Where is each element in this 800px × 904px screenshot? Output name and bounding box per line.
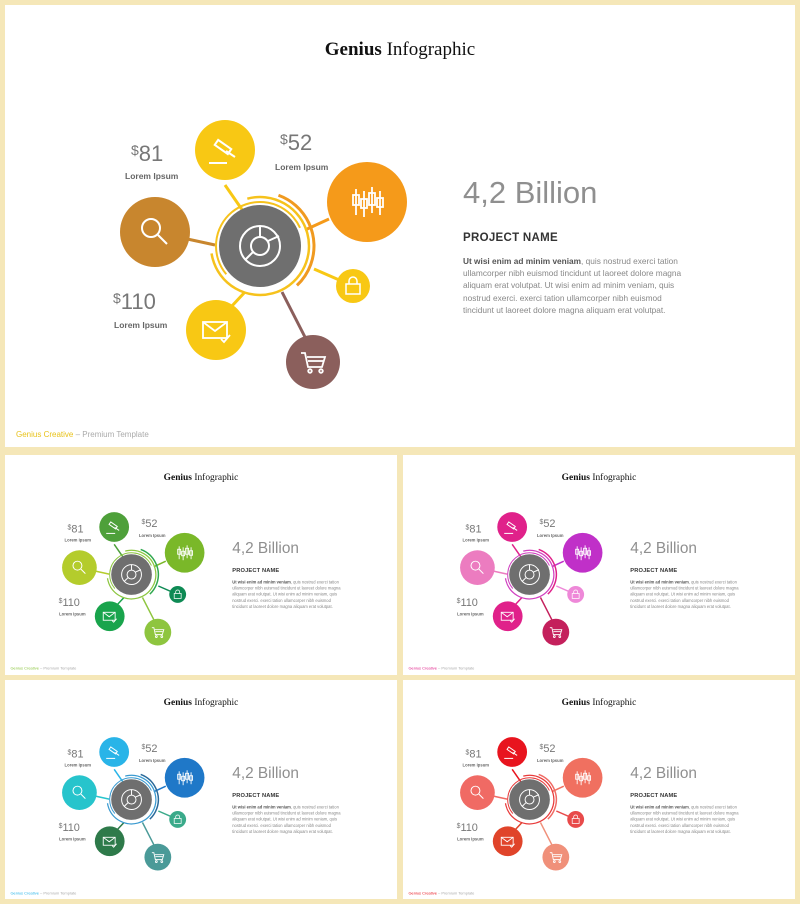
node-gavel (497, 737, 527, 767)
amount-label: Lorem Ipsum (59, 836, 86, 842)
title-rest: Infographic (191, 471, 239, 483)
currency-symbol: $ (67, 522, 72, 531)
currency-symbol: $ (465, 747, 470, 756)
footer (16, 430, 149, 439)
footer-brand: Genius Creative (408, 890, 437, 896)
amount-label: Lorem Ipsum (125, 171, 179, 181)
amount-label: Lorem Ipsum (114, 320, 168, 330)
amount-label: Lorem Ipsum (457, 836, 484, 842)
currency-symbol: $ (456, 821, 461, 830)
currency-symbol: $ (456, 596, 461, 605)
big-number: 4,2 Billion (630, 764, 697, 782)
slide-main[interactable] (5, 5, 795, 447)
footer (408, 891, 474, 895)
amount-label: Lorem Ipsum (536, 532, 564, 538)
node-gavel (497, 512, 527, 542)
amount-52 (280, 130, 312, 156)
node-gavel (99, 737, 129, 767)
big-number: 4,2 Billion (463, 175, 598, 210)
project-description (232, 804, 346, 834)
description-lead: Ut wisi enim ad minim veniam (232, 579, 291, 585)
footer-brand: Genius Creative (10, 665, 39, 671)
amount-value: 81 (138, 141, 164, 166)
infographic-diagram (403, 455, 795, 674)
amount-value: 81 (71, 747, 84, 760)
center-disc (111, 554, 152, 595)
currency-symbol: $ (539, 517, 544, 526)
amount-label: Lorem Ipsum (462, 762, 490, 768)
center-disc (509, 554, 550, 595)
slide-content (5, 5, 795, 447)
slide-content (5, 680, 397, 899)
center-disc (111, 779, 152, 820)
amount-label: Lorem Ipsum (64, 537, 92, 543)
infographic-diagram (5, 5, 795, 447)
currency-symbol: $ (67, 747, 72, 756)
amount-110 (113, 289, 156, 315)
footer (10, 891, 76, 895)
description-rest: , quis nostrud exerci tation ullamcorper nibh euismod tincidunt ut laoreet dolore magna aliquam erat volutpat. Ut wisi enim ad minim veniam, quis nostrud exerci. exerci tation ullamcorper nibh euismod tincidunt ut laoreet dolore magna aliquam erat volutpat. (232, 579, 341, 609)
project-name: PROJECT NAME (232, 567, 280, 574)
connector-cart (540, 822, 552, 846)
footer (10, 666, 76, 670)
project-name: PROJECT NAME (630, 792, 678, 799)
project-description (232, 579, 346, 609)
amount-value: 52 (287, 130, 313, 155)
amount-110 (59, 821, 80, 834)
description-rest: , quis nostrud exerci tation ullamcorper nibh euismod tincidunt ut laoreet dolore magna aliquam erat volutpat. Ut wisi enim ad minim veniam, quis nostrud exerci. exerci tation ullamcorper nibh euismod tincidunt ut laoreet dolore magna aliquam erat volutpat. (630, 579, 739, 609)
node-bag (567, 586, 584, 603)
currency-symbol: $ (141, 517, 146, 526)
currency-symbol: $ (131, 142, 139, 158)
infographic-diagram (403, 680, 795, 899)
title-rest: Infographic (381, 39, 476, 60)
node-search (120, 197, 190, 267)
footer-rest: – Premium Template (38, 665, 77, 671)
amount-value: 110 (62, 820, 80, 834)
amount-value: 52 (543, 742, 556, 755)
slide-content (5, 455, 397, 674)
amount-label: Lorem Ipsum (275, 162, 329, 172)
amount-value: 52 (145, 742, 158, 755)
infographic-diagram (5, 455, 397, 674)
amount-110 (59, 596, 80, 609)
slide-thumbnail[interactable] (403, 455, 795, 675)
footer (408, 666, 474, 670)
description-rest: , quis nostrud exerci tation ullamcorper nibh euismod tincidunt ut laoreet dolore magna aliquam erat volutpat. Ut wisi enim ad minim veniam, quis nostrud exerci. exerci tation ullamcorper nibh euismod tincidunt ut laoreet dolore magna aliquam erat volutpat. (463, 256, 682, 315)
title-bold: Genius (163, 696, 192, 708)
amount-label: Lorem Ipsum (64, 762, 92, 768)
amount-value: 110 (120, 289, 156, 314)
slide-thumbnail[interactable] (403, 680, 795, 899)
connector-cart (282, 292, 307, 341)
node-search (460, 550, 495, 585)
title-bold: Genius (324, 39, 382, 60)
amount-label: Lorem Ipsum (138, 757, 166, 763)
center-disc (509, 779, 550, 820)
center-disc (219, 205, 301, 287)
node-gavel (99, 512, 129, 542)
project-description (630, 804, 744, 834)
amount-label: Lorem Ipsum (59, 611, 86, 617)
node-bag (336, 269, 370, 303)
currency-symbol: $ (141, 742, 146, 751)
currency-symbol: $ (539, 742, 544, 751)
title-bold: Genius (561, 471, 590, 483)
amount-81 (68, 522, 84, 535)
amount-label: Lorem Ipsum (536, 757, 564, 763)
amount-81 (68, 747, 84, 760)
node-gavel (195, 120, 255, 180)
footer-brand: Genius Creative (408, 665, 437, 671)
node-cart (144, 844, 171, 871)
footer-rest: – Premium Template (73, 430, 149, 439)
footer-brand: Genius Creative (16, 430, 74, 439)
amount-value: 52 (145, 517, 158, 530)
big-number: 4,2 Billion (232, 764, 299, 782)
amount-value: 110 (460, 595, 478, 609)
project-description (463, 255, 693, 316)
currency-symbol: $ (58, 821, 63, 830)
currency-symbol: $ (280, 131, 288, 147)
amount-value: 81 (71, 522, 84, 535)
currency-symbol: $ (58, 596, 63, 605)
title-rest: Infographic (191, 696, 239, 708)
project-name: PROJECT NAME (630, 567, 678, 574)
amount-label: Lorem Ipsum (462, 537, 490, 543)
project-name: PROJECT NAME (463, 232, 558, 244)
description-lead: Ut wisi enim ad minim veniam (232, 804, 291, 810)
footer-rest: – Premium Template (436, 665, 475, 671)
description-rest: , quis nostrud exerci tation ullamcorper nibh euismod tincidunt ut laoreet dolore magna aliquam erat volutpat. Ut wisi enim ad minim veniam, quis nostrud exerci. exerci tation ullamcorper nibh euismod tincidunt ut laoreet dolore magna aliquam erat volutpat. (630, 804, 739, 834)
amount-52 (141, 517, 157, 530)
slide-thumbnail[interactable] (5, 455, 397, 675)
amount-81 (466, 747, 482, 760)
node-bag (169, 811, 186, 828)
big-number: 4,2 Billion (630, 539, 697, 557)
amount-52 (141, 742, 157, 755)
currency-symbol: $ (465, 522, 470, 531)
node-cart (144, 619, 171, 646)
amount-110 (457, 821, 478, 834)
node-cart (542, 844, 569, 871)
footer-brand: Genius Creative (10, 890, 39, 896)
amount-52 (539, 517, 555, 530)
slide-content (403, 455, 795, 674)
description-lead: Ut wisi enim ad minim veniam (630, 579, 689, 585)
slide-content (403, 680, 795, 899)
description-rest: , quis nostrud exerci tation ullamcorper nibh euismod tincidunt ut laoreet dolore magna aliquam erat volutpat. Ut wisi enim ad minim veniam, quis nostrud exerci. exerci tation ullamcorper nibh euismod tincidunt ut laoreet dolore magna aliquam erat volutpat. (232, 804, 341, 834)
title-bold: Genius (163, 471, 192, 483)
title-bold: Genius (561, 696, 590, 708)
amount-value: 81 (469, 747, 482, 760)
node-cart (286, 335, 340, 389)
connector-cart (142, 597, 154, 621)
node-bag (567, 811, 584, 828)
amount-value: 81 (469, 522, 482, 535)
connector-cart (540, 597, 552, 621)
footer-rest: – Premium Template (436, 890, 475, 896)
node-search (62, 775, 97, 810)
project-name: PROJECT NAME (232, 792, 280, 799)
big-number: 4,2 Billion (232, 539, 299, 557)
description-lead: Ut wisi enim ad minim veniam (463, 256, 582, 266)
connector-cart (142, 822, 154, 846)
title-rest: Infographic (589, 471, 637, 483)
amount-52 (539, 742, 555, 755)
amount-value: 52 (543, 517, 556, 530)
description-lead: Ut wisi enim ad minim veniam (630, 804, 689, 810)
node-cart (542, 619, 569, 646)
currency-symbol: $ (113, 290, 121, 306)
project-description (630, 579, 744, 609)
amount-81 (131, 141, 163, 167)
footer-rest: – Premium Template (38, 890, 77, 896)
title-rest: Infographic (589, 696, 637, 708)
amount-81 (466, 522, 482, 535)
node-search (460, 775, 495, 810)
infographic-diagram (5, 680, 397, 899)
node-search (62, 550, 97, 585)
amount-value: 110 (460, 820, 478, 834)
slide-thumbnail[interactable] (5, 680, 397, 899)
node-bag (169, 586, 186, 603)
amount-value: 110 (62, 595, 80, 609)
amount-110 (457, 596, 478, 609)
amount-label: Lorem Ipsum (138, 532, 166, 538)
amount-label: Lorem Ipsum (457, 611, 484, 617)
